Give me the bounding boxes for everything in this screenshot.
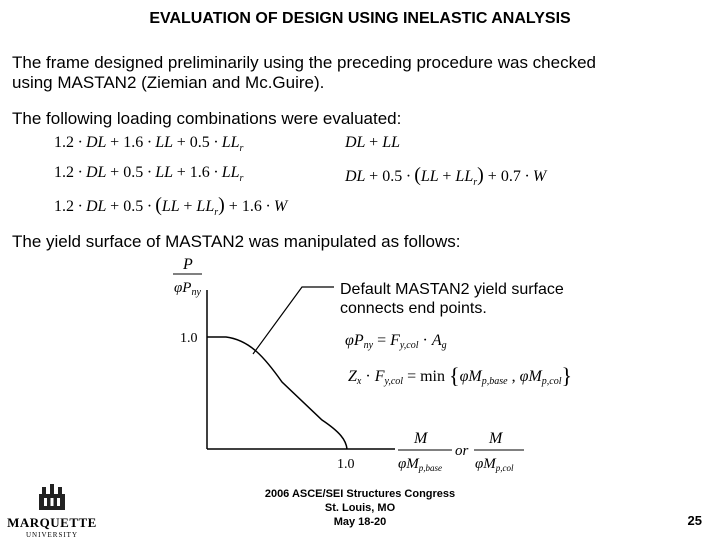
- callout-leader: [253, 287, 334, 354]
- combination-3: 1.2 · DL + $0.5 \cdot (LL + LL_r) + 1.6 \cdot W$: [54, 194, 288, 219]
- equation-2: Zx · Fy,col = min {φMp,base , φMp,col}: [348, 363, 573, 388]
- combination-5: DL + $0.5 \cdot (LL + LL_r) + 0.7 \cdot W$: [345, 164, 547, 189]
- callout-line-1: Default MASTAN2 yield surface: [340, 281, 564, 298]
- yield-curve: [207, 337, 347, 449]
- loading-heading: The following loading combinations were evaluated:: [12, 109, 402, 128]
- combination-1: 1.2 · DL + 1.6 · LL + $0.5 \cdot LL_r$: [54, 134, 244, 155]
- x-label-or: or: [455, 443, 469, 459]
- x-label-1-denominator: $\varphi M_{p,base}$: [398, 456, 443, 473]
- combination-4: DL + LL: [345, 134, 400, 151]
- x-label-1-numerator: M: [414, 430, 428, 447]
- x-label-2-numerator: M: [489, 430, 503, 447]
- y-axis-label-numerator: P: [183, 256, 193, 273]
- intro-line-1: The frame designed preliminarily using the preceding procedure was checked: [12, 53, 596, 72]
- footer-line-2: St. Louis, MO: [324, 502, 396, 514]
- y-axis-label-denominator: $\varphi P_{ny}$: [174, 280, 201, 298]
- equation-1: φPny = Fy,col · Ag: [345, 332, 447, 351]
- callout-line-2: connects end points.: [340, 300, 487, 317]
- x-label-2-denominator: $\varphi M_{p,col}$: [475, 456, 514, 473]
- page-number: 25: [687, 513, 702, 528]
- intro-line-2: using MASTAN2 (Ziemian and Mc.Guire).: [12, 73, 325, 92]
- combination-2: 1.2 · DL + 0.5 · LL + $1.6 \cdot LL_r$: [54, 164, 244, 185]
- footer-line-3: May 18-20: [333, 516, 387, 528]
- x-tick-1: 1.0: [337, 457, 355, 472]
- footer: [0, 487, 720, 529]
- footer-line-1: 2006 ASCE/SEI Structures Congress: [264, 488, 456, 500]
- y-tick-1: 1.0: [180, 331, 198, 346]
- yield-heading: The yield surface of MASTAN2 was manipulated as follows:: [12, 232, 461, 251]
- callout-text: [340, 280, 564, 318]
- slide-title: EVALUATION OF DESIGN USING INELASTIC ANALYSIS: [149, 10, 571, 27]
- logo-subtitle: UNIVERSITY: [26, 531, 78, 539]
- logo-name: MARQUETTE: [7, 515, 97, 530]
